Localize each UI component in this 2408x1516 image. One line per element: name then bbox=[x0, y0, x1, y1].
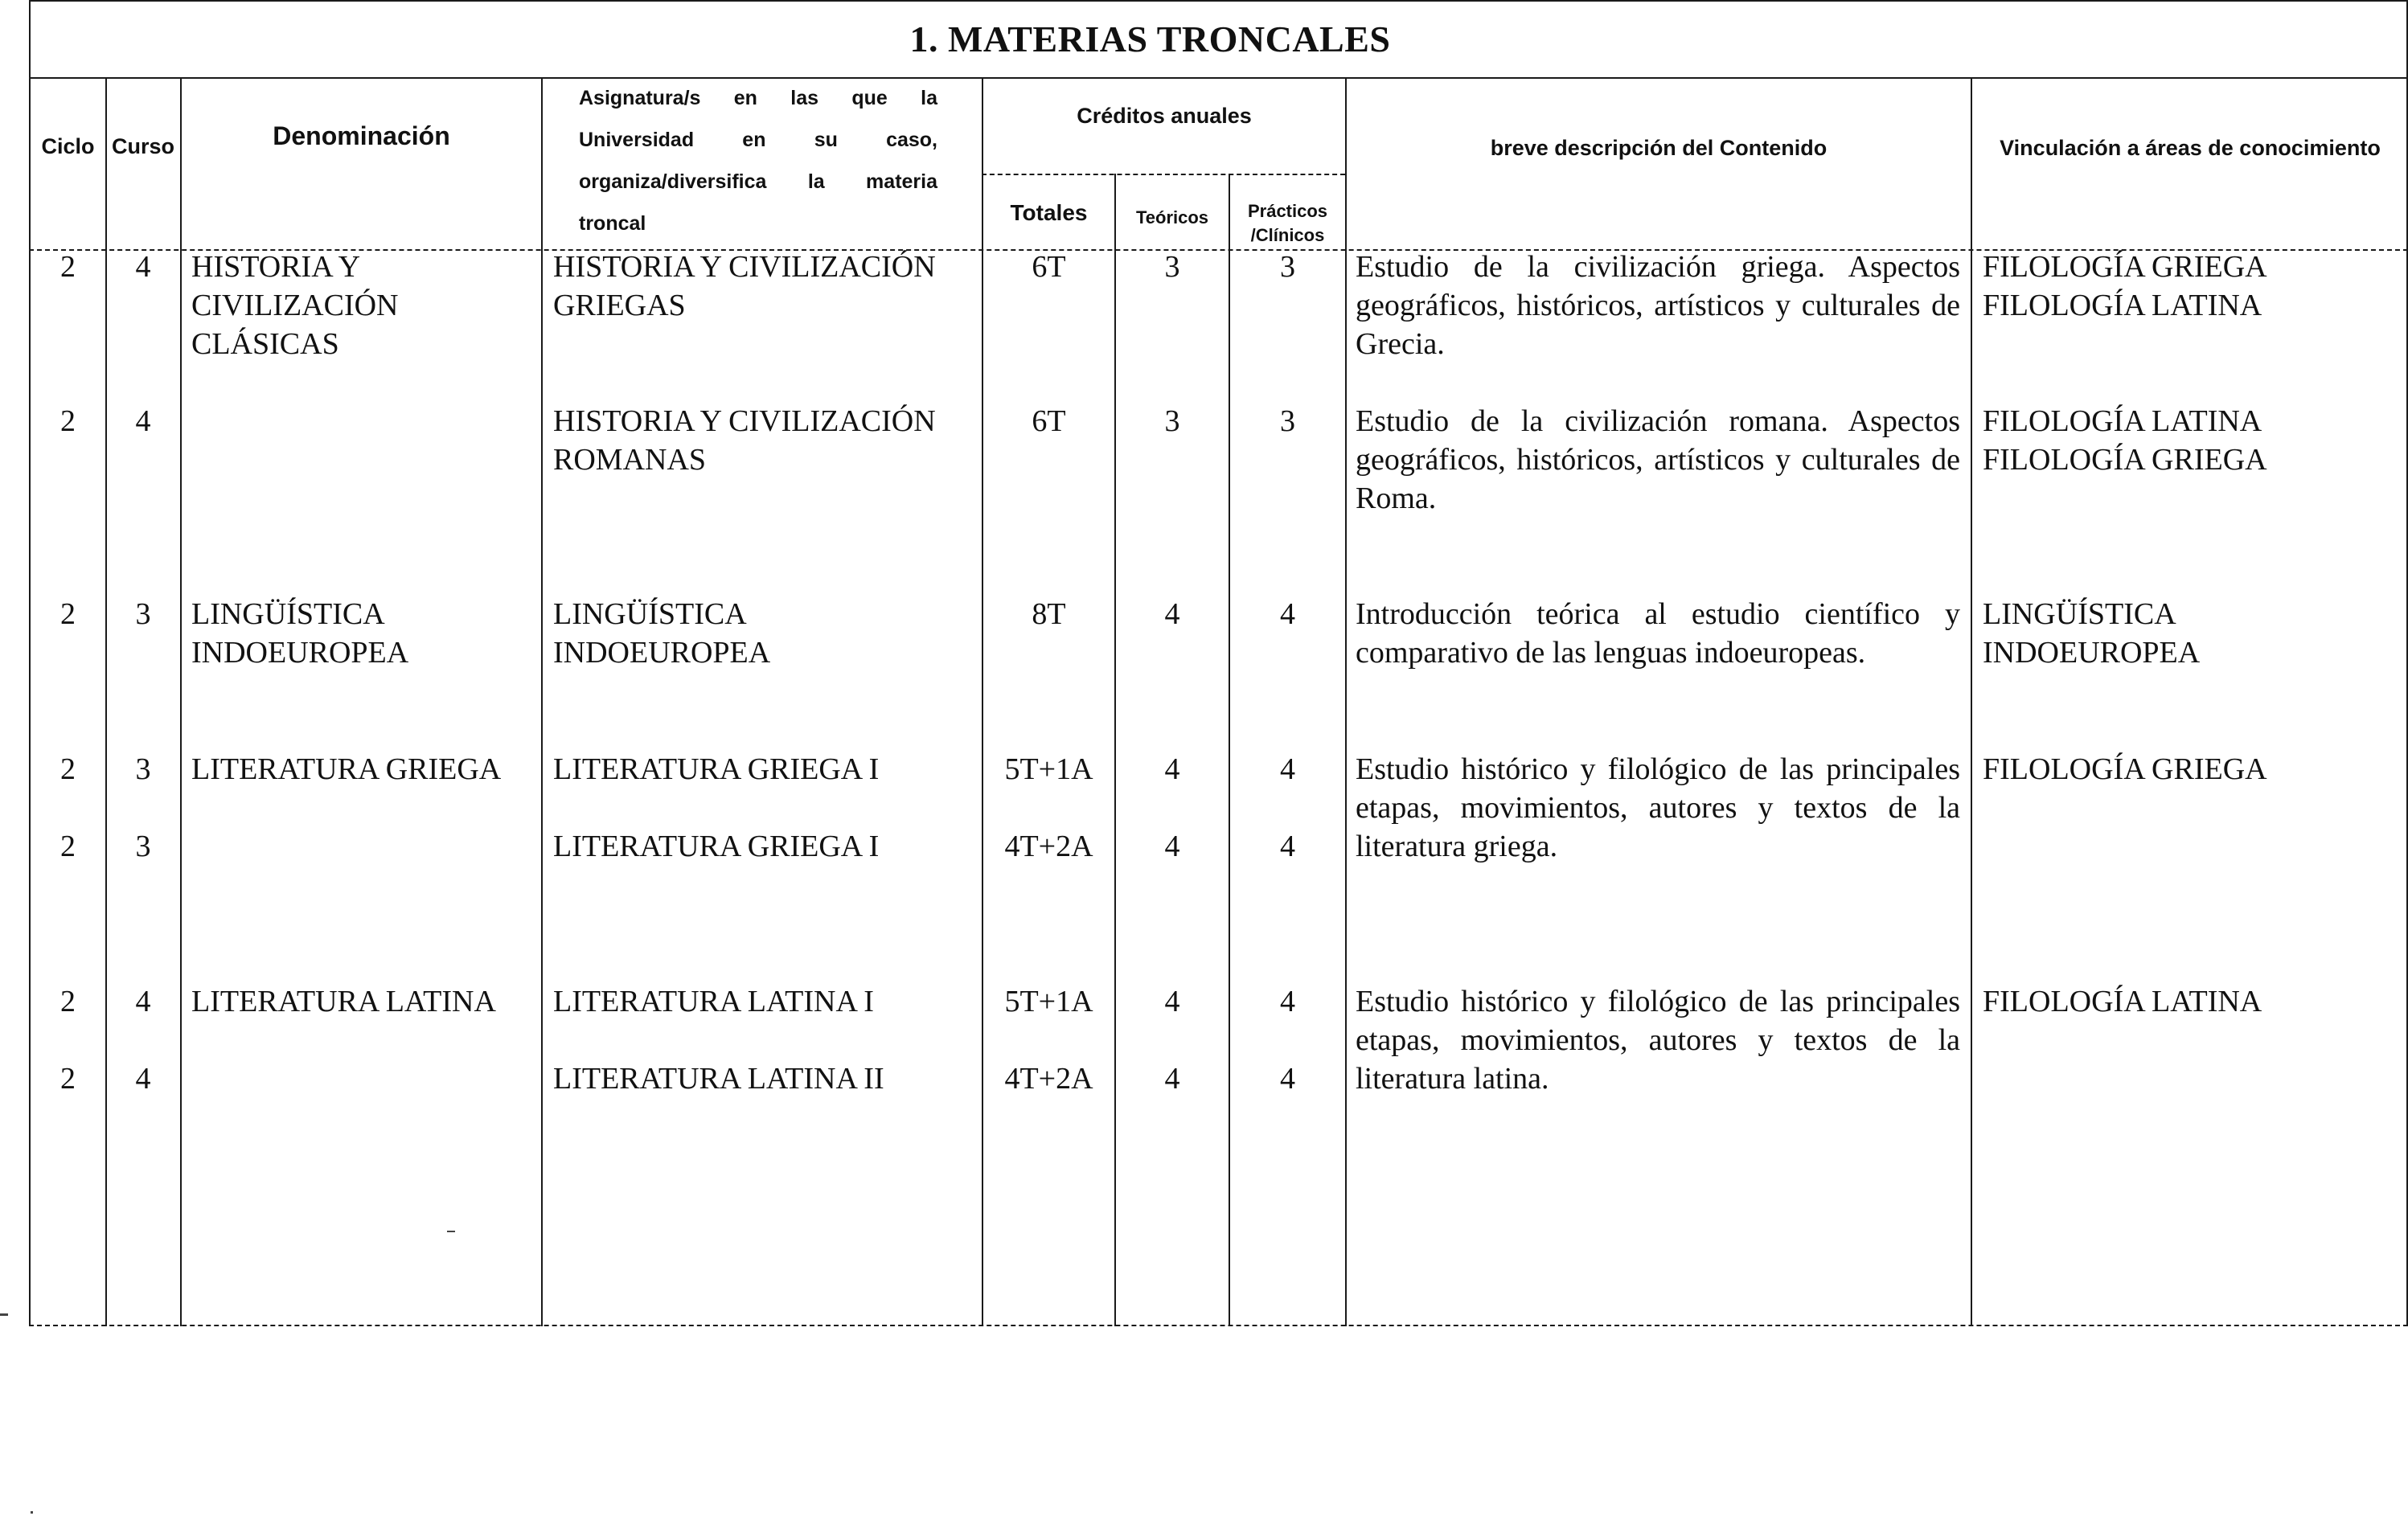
cell-asignatura-line: LITERATURA LATINA II bbox=[553, 1062, 884, 1096]
cell-totales: 4T+2A bbox=[1004, 830, 1093, 863]
cell-asignatura bbox=[553, 595, 979, 672]
cell-vinculacion-line: FILOLOGÍA LATINA bbox=[1983, 404, 2262, 438]
cell-denominacion-line: INDOEUROPEA bbox=[191, 636, 409, 670]
cell-totales: 5T+1A bbox=[1004, 985, 1093, 1018]
cell-curso: 4 bbox=[135, 404, 151, 438]
header-practicos-line: /Clínicos bbox=[1250, 225, 1325, 245]
cell-vinculacion bbox=[1983, 982, 2401, 1021]
cell-denominacion-line: HISTORIA Y bbox=[191, 250, 361, 284]
cell-curso: 3 bbox=[135, 597, 151, 631]
cell-asignatura-line: LITERATURA GRIEGA I bbox=[553, 830, 880, 863]
cell-descripcion: Introducción teórica al estudio científico y comparativo de las lenguas indoeuropeas. bbox=[1356, 597, 1960, 670]
header-asignaturas-line: Asignatura/s en las que la bbox=[579, 87, 937, 109]
cell-denominacion bbox=[191, 595, 537, 672]
cell-practicos: 3 bbox=[1280, 404, 1295, 438]
column-divider bbox=[541, 79, 543, 1326]
header-descripcion: breve descripción del Contenido bbox=[1490, 136, 1828, 160]
cell-asignatura-line: LINGÜÍSTICA bbox=[553, 597, 747, 631]
cell-denominacion-line: LINGÜÍSTICA bbox=[191, 597, 385, 631]
cell-asignatura-line: GRIEGAS bbox=[553, 289, 686, 322]
header-asignaturas-line: organiza/diversifica la materia bbox=[579, 170, 937, 193]
cell-ciclo: 2 bbox=[60, 830, 76, 863]
cell-denominacion bbox=[191, 750, 537, 789]
cell-vinculacion bbox=[1983, 595, 2401, 672]
column-divider bbox=[1971, 79, 1972, 1326]
cell-curso: 4 bbox=[135, 250, 151, 284]
cell-practicos: 4 bbox=[1280, 830, 1295, 863]
cell-denominacion bbox=[191, 248, 537, 363]
cell-teoricos: 4 bbox=[1164, 985, 1180, 1018]
scan-mark bbox=[0, 1313, 8, 1316]
cell-curso: 3 bbox=[135, 830, 151, 863]
header-denominacion: Denominación bbox=[273, 121, 450, 150]
cell-asignatura-line: LITERATURA LATINA I bbox=[553, 985, 874, 1018]
cell-asignatura bbox=[553, 402, 979, 479]
cell-teoricos: 3 bbox=[1164, 404, 1180, 438]
header-asignaturas-line: troncal bbox=[579, 212, 646, 235]
cell-totales: 8T bbox=[1032, 597, 1066, 631]
cell-totales: 5T+1A bbox=[1004, 752, 1093, 786]
cell-curso: 3 bbox=[135, 752, 151, 786]
cell-curso: 4 bbox=[135, 985, 151, 1018]
header-asignaturas-line: Universidad en su caso, bbox=[579, 129, 937, 151]
column-divider bbox=[1345, 79, 1347, 1326]
cell-vinculacion-line: LINGÜÍSTICA bbox=[1983, 597, 2176, 631]
cell-vinculacion-line: FILOLOGÍA LATINA bbox=[1983, 985, 2262, 1018]
cell-vinculacion-line: FILOLOGÍA GRIEGA bbox=[1983, 250, 2267, 284]
cell-asignatura-line: ROMANAS bbox=[553, 443, 707, 477]
cell-teoricos: 4 bbox=[1164, 830, 1180, 863]
cell-descripcion: Estudio histórico y filológico de las principales etapas, movimientos, autores y textos de la literatura griega. bbox=[1356, 752, 1960, 863]
cell-teoricos: 4 bbox=[1164, 1062, 1180, 1096]
credits-subheader-divider bbox=[982, 174, 1345, 175]
cell-asignatura-line: HISTORIA Y CIVILIZACIÓN bbox=[553, 250, 936, 284]
cell-totales: 6T bbox=[1032, 404, 1066, 438]
title-row bbox=[29, 0, 2408, 79]
header-teoricos: Teóricos bbox=[1135, 207, 1209, 227]
cell-teoricos: 4 bbox=[1164, 597, 1180, 631]
cell-descripcion: Estudio histórico y filológico de las principales etapas, movimientos, autores y textos de la literatura latina. bbox=[1356, 985, 1960, 1096]
cell-teoricos: 3 bbox=[1164, 250, 1180, 284]
cell-vinculacion-line: FILOLOGÍA GRIEGA bbox=[1983, 443, 2267, 477]
page-title: 1. MATERIAS TRONCALES bbox=[909, 18, 1391, 59]
cell-ciclo: 2 bbox=[60, 250, 76, 284]
column-divider bbox=[180, 79, 182, 1326]
cell-asignatura bbox=[553, 248, 979, 325]
header-practicos-line: Prácticos bbox=[1247, 201, 1328, 221]
cell-asignatura-line: INDOEUROPEA bbox=[553, 636, 771, 670]
header-asignaturas bbox=[579, 77, 937, 244]
header-vinculacion: Vinculación a áreas de conocimiento bbox=[2000, 136, 2381, 160]
cell-vinculacion-line: FILOLOGÍA GRIEGA bbox=[1983, 752, 2267, 786]
cell-denominacion-line: CLÁSICAS bbox=[191, 327, 339, 361]
cell-asignatura-line: LITERATURA GRIEGA I bbox=[553, 752, 880, 786]
header-practicos bbox=[1230, 199, 1345, 248]
cell-ciclo: 2 bbox=[60, 404, 76, 438]
cell-totales: 6T bbox=[1032, 250, 1066, 284]
cell-denominacion-line: LITERATURA GRIEGA bbox=[191, 752, 502, 786]
cell-ciclo: 2 bbox=[60, 1062, 76, 1096]
cell-ciclo: 2 bbox=[60, 597, 76, 631]
header-ciclo: Ciclo bbox=[41, 134, 95, 158]
header-totales: Totales bbox=[1010, 200, 1088, 225]
cell-vinculacion-line: FILOLOGÍA LATINA bbox=[1983, 289, 2262, 322]
header-creditos: Créditos anuales bbox=[1077, 104, 1252, 128]
scan-mark bbox=[31, 1511, 33, 1514]
cell-practicos: 4 bbox=[1280, 1062, 1295, 1096]
cell-vinculacion bbox=[1983, 248, 2401, 325]
cell-ciclo: 2 bbox=[60, 752, 76, 786]
cell-denominacion-line: CIVILIZACIÓN bbox=[191, 289, 399, 322]
cell-asignatura bbox=[553, 750, 979, 789]
cell-teoricos: 4 bbox=[1164, 752, 1180, 786]
cell-vinculacion bbox=[1983, 750, 2401, 789]
cell-vinculacion-line: INDOEUROPEA bbox=[1983, 636, 2201, 670]
cell-practicos: 4 bbox=[1280, 985, 1295, 1018]
cell-asignatura bbox=[553, 982, 979, 1021]
cell-descripcion: Estudio de la civilización romana. Aspectos geográficos, históricos, artísticos y culturales de Roma. bbox=[1356, 404, 1960, 515]
cell-curso: 4 bbox=[135, 1062, 151, 1096]
cell-practicos: 4 bbox=[1280, 597, 1295, 631]
cell-denominacion bbox=[191, 982, 537, 1021]
cell-descripcion: Estudio de la civilización griega. Aspectos geográficos, históricos, artísticos y culturales de Grecia. bbox=[1356, 250, 1960, 361]
cell-vinculacion bbox=[1983, 402, 2401, 479]
cell-asignatura-line: HISTORIA Y CIVILIZACIÓN bbox=[553, 404, 936, 438]
cell-ciclo: 2 bbox=[60, 985, 76, 1018]
cell-practicos: 3 bbox=[1280, 250, 1295, 284]
cell-totales: 4T+2A bbox=[1004, 1062, 1093, 1096]
cell-asignatura bbox=[553, 1059, 979, 1098]
cell-practicos: 4 bbox=[1280, 752, 1295, 786]
scan-mark bbox=[447, 1231, 455, 1232]
header-curso: Curso bbox=[111, 134, 174, 158]
cell-asignatura bbox=[553, 827, 979, 866]
cell-denominacion-line: LITERATURA LATINA bbox=[191, 985, 496, 1018]
